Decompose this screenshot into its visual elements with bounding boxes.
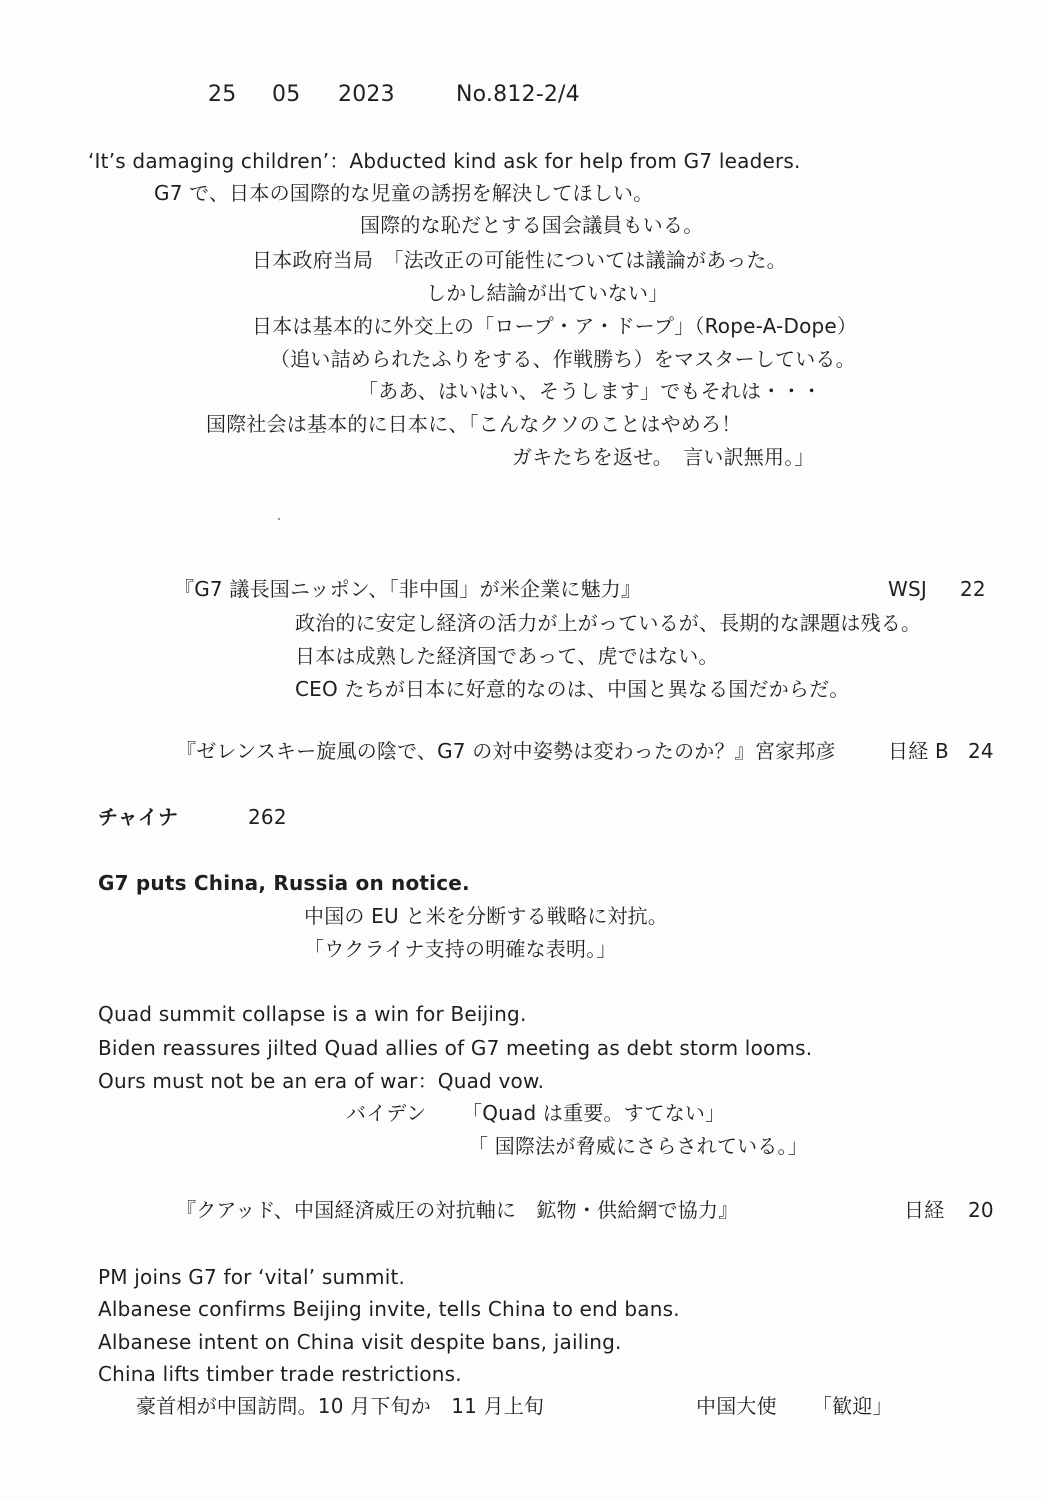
- biden-quote: 「Quad は重要。すてない」: [462, 1101, 726, 1125]
- nikkeib-page: 24: [968, 739, 994, 763]
- date-month: 05: [272, 82, 301, 107]
- china-number: 262: [248, 805, 287, 829]
- pm-line: Albanese intent on China visit despite bans, jailing.: [98, 1330, 622, 1354]
- nikkei-source: 日経: [904, 1198, 945, 1222]
- scan-speck: [278, 518, 280, 520]
- pm-line: PM joins G7 for ‘vital’ summit.: [98, 1265, 406, 1289]
- china-label: チャイナ: [98, 805, 179, 829]
- date-day: 25: [208, 82, 237, 107]
- nikkeib-title: 『ゼレンスキー旋風の陰で、G7 の対中姿勢は変わったのか？』宮家邦彦: [176, 739, 836, 763]
- welcome-quote: 「歓迎」: [812, 1394, 893, 1418]
- nikkei-page: 20: [968, 1198, 994, 1222]
- ambassador-label: 中国大使: [696, 1394, 777, 1418]
- quad-line: Ours must not be an era of war：Quad vow.: [98, 1069, 545, 1093]
- visit-line: 豪首相が中国訪問。10 月下旬か 11 月上旬: [136, 1394, 545, 1418]
- nikkei-title: 『クアッド、中国経済威圧の対抗軸に 鉱物・供給網で協力』: [176, 1198, 739, 1222]
- quad-line: Quad summit collapse is a win for Beijing.: [98, 1002, 527, 1026]
- g7-headline: G7 puts China, Russia on notice.: [98, 871, 470, 895]
- section1-line: 「ああ、はいはい、そうします」でもそれは・・・: [358, 379, 822, 403]
- wsj-line: CEO たちが日本に好意的なのは、中国と異なる国だからだ。: [295, 677, 850, 701]
- section1-headline: ‘It’s damaging children’：Abducted kind ask for help from G7 leaders.: [88, 149, 801, 173]
- g7-line: 中国の EU と米を分断する戦略に対抗。: [304, 904, 668, 928]
- section1-line: 国際的な恥だとする国会議員もいる。: [360, 213, 704, 237]
- pm-line: Albanese confirms Beijing invite, tells China to end bans.: [98, 1297, 680, 1321]
- biden-quote-2: 「 国際法が脅威にさらされている。」: [468, 1134, 808, 1158]
- pm-line: China lifts timber trade restrictions.: [98, 1362, 462, 1386]
- g7-line: 「ウクライナ支持の明確な表明。」: [304, 937, 617, 961]
- section1-line: G7 で、日本の国際的な児童の誘拐を解決してほしい。: [154, 181, 654, 205]
- section1-line: （追い詰められたふりをする、作戦勝ち）をマスターしている。: [270, 347, 856, 371]
- section1-line: ガキたちを返せ。 言い訳無用。」: [512, 445, 815, 469]
- wsj-title: 『G7 議長国ニッポン、「非中国」が米企業に魅力』: [174, 577, 642, 601]
- wsj-line: 政治的に安定し経済の活力が上がっているが、長期的な課題は残る。: [295, 611, 922, 635]
- section1-line: しかし結論が出ていない」: [426, 281, 669, 305]
- biden-label: バイデン: [346, 1101, 427, 1125]
- issue-number: No.812-2/4: [456, 82, 580, 107]
- wsj-line: 日本は成熟した経済国であって、虎ではない。: [295, 644, 719, 668]
- wsj-page: 22: [960, 577, 986, 601]
- wsj-source: WSJ: [888, 577, 927, 601]
- date-year: 2023: [338, 82, 395, 107]
- quad-line: Biden reassures jilted Quad allies of G7 meeting as debt storm looms.: [98, 1036, 813, 1060]
- nikkeib-source: 日経 B: [888, 739, 949, 763]
- section1-line: 日本は基本的に外交上の「ロープ・ア・ドープ」（Rope-A-Dope）: [252, 314, 858, 338]
- section1-line: 日本政府当局 「法改正の可能性については議論があった。: [252, 248, 787, 272]
- section1-line: 国際社会は基本的に日本に、「こんなクソのことはやめろ！: [206, 412, 742, 436]
